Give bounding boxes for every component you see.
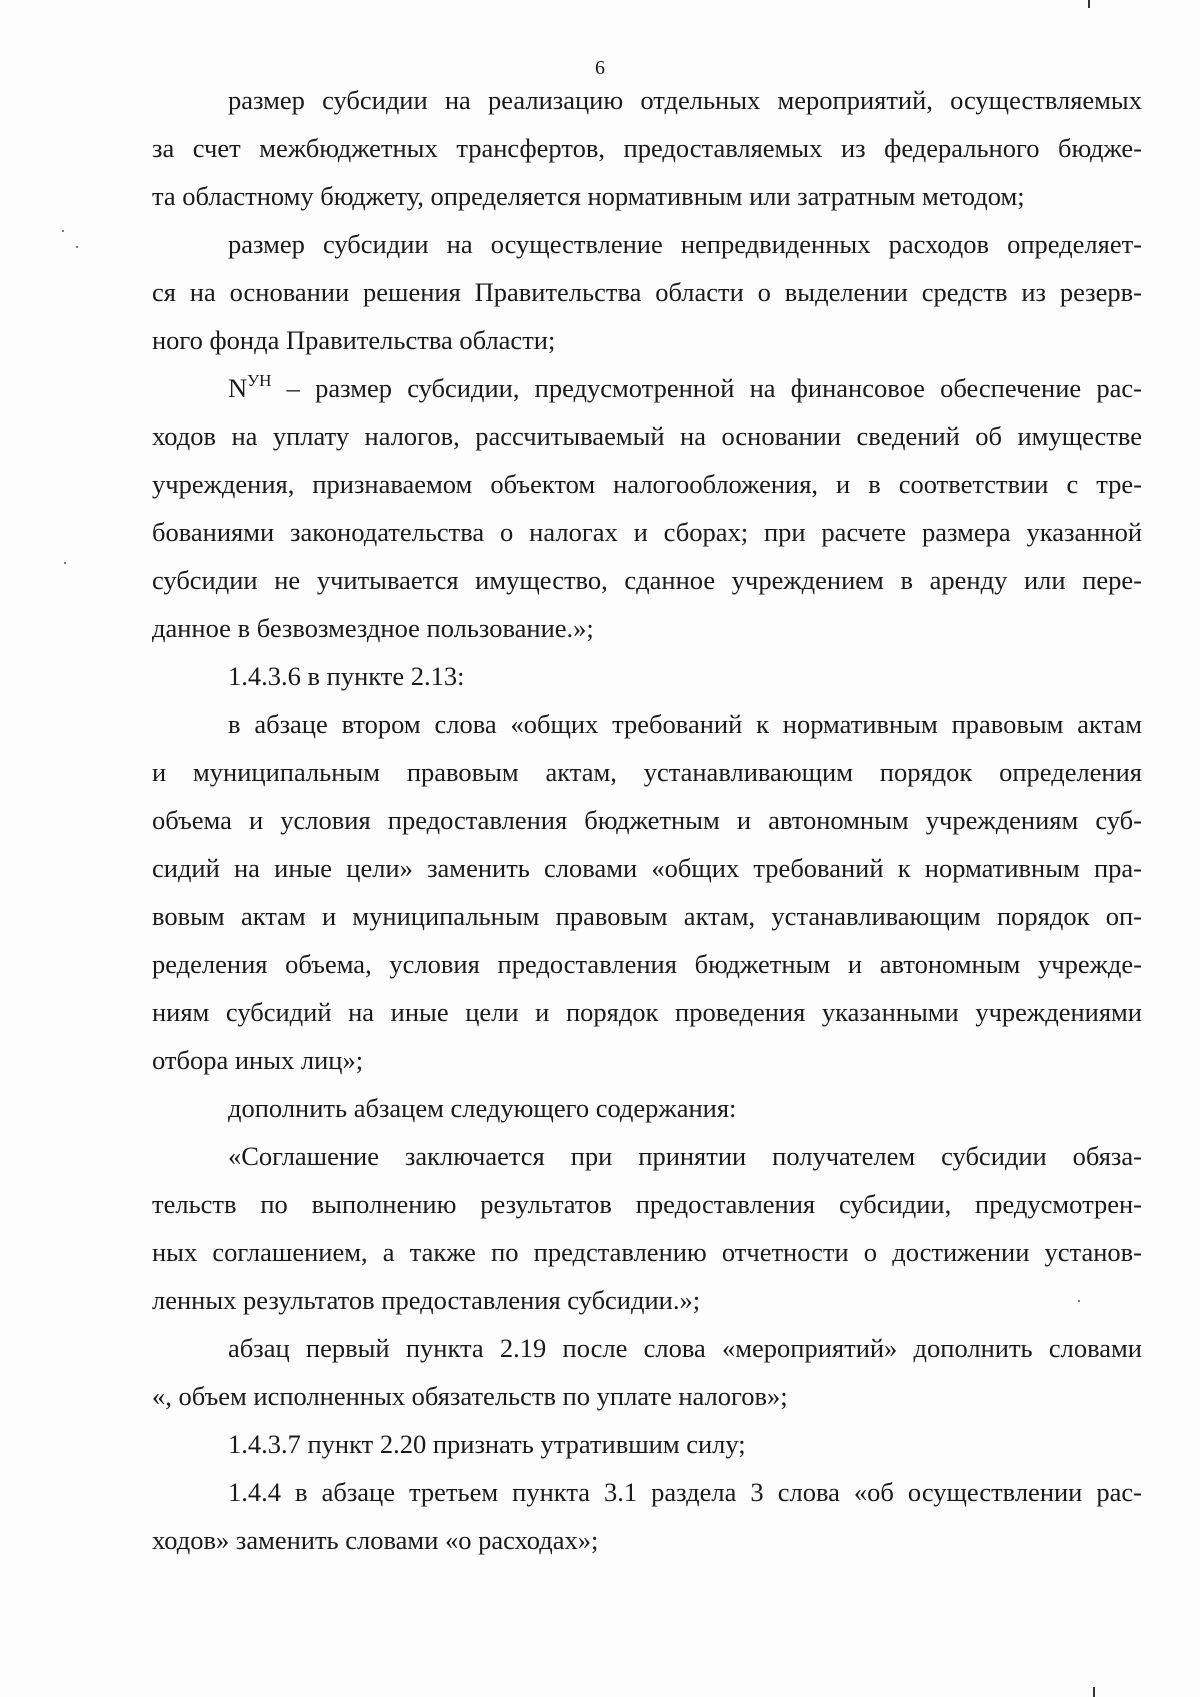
paragraph-agreement-quote: [152, 1132, 1142, 1324]
text-line: абзац первый пункта 2.19 после слова «мероприятий» дополнить словами: [228, 1333, 1142, 1363]
text-line: размер субсидии на реализацию отдельных мероприятий, осуществляемых: [228, 85, 1142, 115]
text-line: отбора иных лиц»;: [152, 1045, 364, 1075]
page-number: 6: [595, 57, 605, 79]
paragraph-item-1-4-3-6: [152, 652, 1142, 700]
scan-speck: [76, 246, 78, 248]
text-line: ных соглашением, а также по представлению отчетности о достижении установ-: [152, 1237, 1142, 1267]
paragraph-item-2-19: [152, 1324, 1142, 1420]
text-line: тельств по выполнению результатов предоставления субсидии, предусмотрен-: [152, 1189, 1142, 1219]
paragraph-second-abzats-replacement: [152, 700, 1142, 1084]
text-line: дополнить абзацем следующего содержания:: [228, 1093, 737, 1123]
scan-edge-mark: [1093, 1687, 1095, 1697]
document-body: [152, 76, 1142, 1564]
text-line: учреждения, признаваемом объектом налогообложения, и в соответствии с тре-: [152, 469, 1142, 499]
text-line: «, объем исполненных обязательств по уплате налогов»;: [152, 1381, 788, 1411]
text-line: сидий на иные цели» заменить словами «общих требований к нормативным пра-: [152, 853, 1142, 883]
text-line: та областному бюджету, определяется нормативным или затратным методом;: [152, 181, 1025, 211]
text-line: ходов» заменить словами «о расходах»;: [152, 1525, 599, 1555]
text-line: и муниципальным правовым актам, устанавливающим порядок определения: [152, 757, 1142, 787]
text-line: за счет межбюджетных трансфертов, предоставляемых из федерального бюдже-: [152, 133, 1142, 163]
text-line: 1.4.4 в абзаце третьем пункта 3.1 раздела 3 слова «об осуществлении рас-: [228, 1477, 1142, 1507]
paragraph-subsidy-events: [152, 76, 1142, 220]
text-line: ного фонда Правительства области;: [152, 325, 556, 355]
text-line: «Соглашение заключается при принятии получателем субсидии обяза-: [228, 1141, 1142, 1171]
text-line: 1.4.3.7 пункт 2.20 признать утратившим силу;: [228, 1429, 746, 1459]
paragraph-subsidy-unforeseen: [152, 220, 1142, 364]
text-line: ленных результатов предоставления субсидии.»;: [152, 1285, 701, 1315]
text-line: в абзаце втором слова «общих требований к нормативным правовым актам: [228, 709, 1142, 739]
text-line: объема и условия предоставления бюджетным и автономным учреждениям суб-: [152, 805, 1142, 835]
text-line: ниям субсидий на иные цели и порядок проведения указанными учреждениями: [152, 997, 1142, 1027]
text-line: данное в безвозмездное пользование.»;: [152, 613, 594, 643]
paragraph-item-1-4-3-7: [152, 1420, 1142, 1468]
formula-definition: – размер субсидии, предусмотренной на финансовое обеспечение рас-: [271, 373, 1142, 403]
scan-speck: [1078, 1300, 1080, 1302]
scan-edge-mark: [1088, 0, 1090, 8]
paragraph-item-1-4-4: [152, 1468, 1142, 1564]
text-line: ходов на уплату налогов, рассчитываемый на основании сведений об имуществе: [152, 421, 1142, 451]
paragraph-add-abzats: [152, 1084, 1142, 1132]
scan-speck: [62, 230, 64, 232]
text-line: размер субсидии на осуществление непредвиденных расходов определяет-: [228, 229, 1142, 259]
text-line: вовым актам и муниципальным правовым актам, устанавливающим порядок оп-: [152, 901, 1142, 931]
text-line: бованиями законодательства о налогах и сборах; при расчете размера указанной: [152, 517, 1142, 547]
formula-symbol: N: [228, 373, 248, 403]
paragraph-tax-subsidy: [152, 364, 1142, 652]
text-line: ределения объема, условия предоставления бюджетным и автономным учрежде-: [152, 949, 1142, 979]
text-line: 1.4.3.6 в пункте 2.13:: [228, 661, 465, 691]
scan-speck: [64, 562, 66, 564]
text-line: [152, 364, 1142, 412]
text-line: субсидии не учитывается имущество, сданное учреждением в аренду или пере-: [152, 565, 1142, 595]
formula-superscript: УН: [247, 371, 272, 390]
text-line: ся на основании решения Правительства области о выделении средств из резерв-: [152, 277, 1142, 307]
